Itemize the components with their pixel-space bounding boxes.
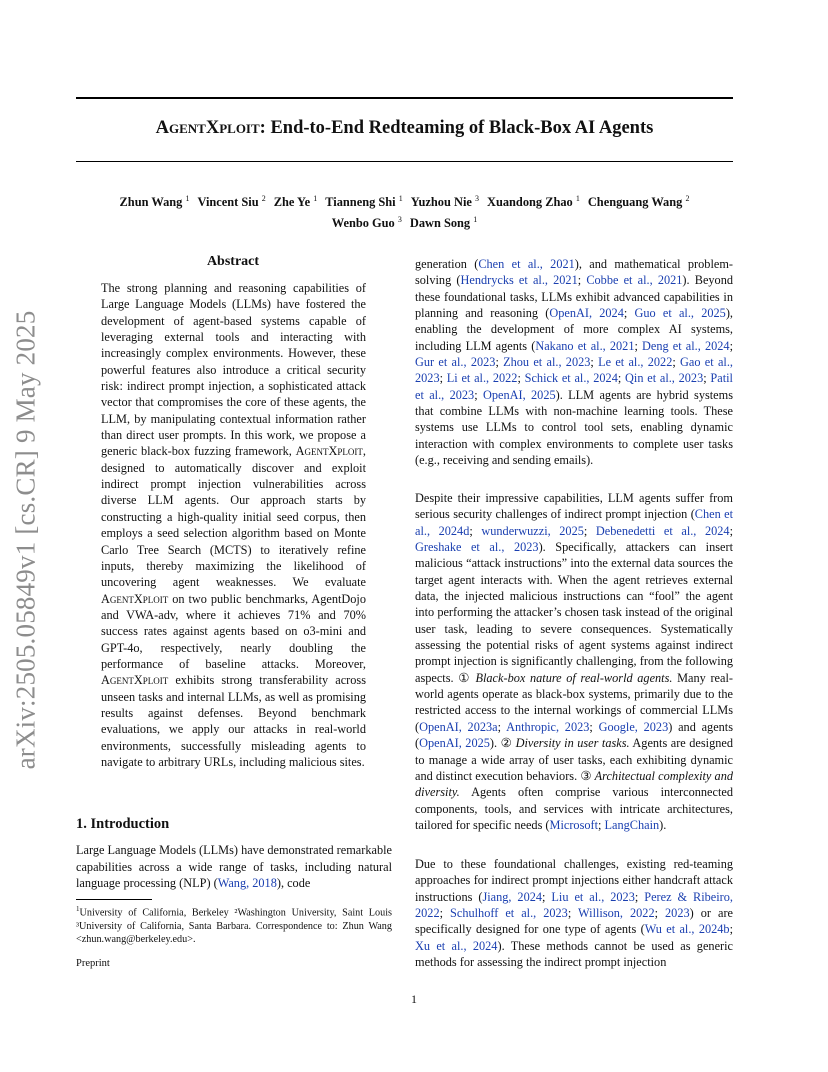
emphasis-text: Diversity in user tasks. [515,736,630,751]
emphasis-text: Architectual complexity and diversity. [415,768,733,800]
author-list [76,190,733,232]
affiliation-mark: 1 [575,194,580,203]
title-system-name: AgentXploit [155,118,260,138]
paragraph-text: Agents often comprise various interconnected components, tools, and services with intricate architectures, tailored for specific needs ( [415,785,733,832]
citation-link[interactable]: Deng et al., 2024 [642,338,730,353]
author-entry [487,195,580,209]
paragraph-text: ; [469,523,482,538]
paragraph-text: ; [517,371,525,386]
right-paragraph-3 [415,856,733,970]
affiliation-mark: 1 [398,194,403,203]
citation-link[interactable]: Perez & Ribeiro, 2022 [415,889,733,921]
citation-link[interactable]: wunderwuzzi, 2025 [481,523,584,538]
citation-link[interactable]: 2023 [665,906,690,921]
author-name: Zhun Wang [119,195,183,210]
author-name: Vincent Siu [197,195,259,210]
citation-link[interactable]: Gur et al., 2023 [415,355,496,370]
right-paragraph-2 [415,490,733,833]
author-name: Zhe Ye [273,195,311,210]
citation-link[interactable]: LangChain [604,817,660,832]
author-entry [325,195,402,209]
affiliation-mark: 1 [185,194,190,203]
section-heading-introduction: 1. Introduction [76,816,170,832]
paragraph-text: ; [583,523,596,538]
citation-link[interactable]: Schick et al., 2024 [524,371,618,386]
citation-link[interactable]: Chen et al., 2021 [478,257,575,271]
citation-link[interactable]: Hendrycks et al., 2021 [460,273,578,288]
citation-link[interactable]: Debenedetti et al., 2024 [595,523,730,538]
page-number: 1 [411,992,417,1006]
author-entry [274,195,317,209]
paragraph-text: ; [729,523,733,538]
paragraph-text: ). LLM agents are hybrid systems that combine LLMs with non-machine learning tools. These systems use LLMs to control tool sets, enabling dynamic interaction with complex environments to complete user tasks (e.g., receiving and sending emails). [415,387,733,468]
intro-text-end: ), code [276,876,311,890]
citation-link[interactable]: Anthropic, 2023 [506,719,590,734]
paragraph-text: ; [497,719,507,734]
citation-link[interactable]: Qin et al., 2023 [625,371,704,386]
affiliation-mark: 2 [685,194,690,203]
paragraph-text: ; [617,371,626,386]
citation-link[interactable]: OpenAI, 2024 [549,306,624,321]
abstract-system-name: AgentXploit [101,591,169,606]
preprint-label: Preprint [76,958,110,969]
paragraph-text: ). ② [489,736,516,751]
paragraph-text: Many real-world agents operate as black-box systems, primarily due to the restricted access to the internal workings of commercial LLMs ( [415,670,733,734]
paragraph-text: ; [439,906,451,921]
citation-link[interactable]: Cobbe et al., 2021 [586,273,683,288]
affiliation-mark: 1 [473,215,478,225]
title-rule-bottom [76,161,733,162]
citation-link[interactable]: OpenAI, 2025 [419,736,490,751]
paragraph-text: ; [567,906,579,921]
citation-link[interactable]: Zhou et al., 2023 [503,355,591,370]
paragraph-text: ). [659,817,667,832]
paragraph-text: Despite their impressive capabilities, LLM agents suffer from serious security challenges of indirect prompt injection ( [415,491,733,522]
paragraph-text: ; [729,922,733,937]
paragraph-text: ). Specifically, attackers can insert malicious “attack instructions” into the external data sources the target agent interacts with. When the agent retrieves external data, the injected malicious instructions can “fool” the agent into performing the attacker’s chosen task instead of the original user task, leading to severe consequences. Systematically assessing the potential risks of agent systems against indirect prompt injection is significantly challenging, from the following aspects. ① [415,540,733,685]
paragraph-text: ; [542,889,552,904]
paragraph-text: ) or are specifically designed for one type of agents ( [415,906,733,937]
abstract-system-name: AgentXploit [101,673,169,688]
affiliation-mark: 3 [397,215,402,225]
author-entry [197,195,265,209]
citation-link[interactable]: Li et al., 2022 [446,371,518,386]
paragraph-text: ; [577,273,587,288]
citation-link[interactable]: Gao et al., 2023 [415,355,733,386]
title-rule-top [76,97,733,99]
citation-link[interactable]: OpenAI, 2025 [482,387,556,402]
author-name: Chenguang Wang [587,195,683,210]
citation-link[interactable]: Microsoft [549,817,599,832]
paragraph-text: ). Beyond these foundational tasks, LLMs exhibit advanced capabilities in planning and reasoning ( [415,273,734,321]
paragraph-text: ; [474,387,483,402]
paragraph-text: Agents are designed to manage a wide array of user tasks, each exhibiting dynamic and distinct execution behaviors. ③ [415,736,733,783]
citation-link[interactable]: Guo et al., 2025 [634,306,726,321]
paragraph-text: ), enabling the development of more complex AI systems, including LLM agents ( [415,306,733,353]
affiliation-footnote [76,903,392,946]
paragraph-text: ; [439,371,447,386]
author-name: Tianneng Shi [325,195,396,210]
paragraph-text: ), and mathematical problem-solving ( [415,257,733,288]
author-name: Yuzhou Nie [410,195,472,210]
right-paragraph-1 [415,256,733,468]
intro-paragraph [76,842,392,892]
arxiv-stamp-text: arXiv:2505.05849v1 [cs.CR] 9 May 2025 [10,310,41,770]
citation-link[interactable]: Google, 2023 [598,719,669,734]
citation-link[interactable]: Liu et al., 2023 [551,889,635,904]
citation-link[interactable]: Schulhoff et al., 2023 [450,906,568,921]
affiliation-mark: 2 [261,194,266,203]
intro-text: Large Language Models (LLMs) have demonstrated remarkable capabilities across a wide range of tasks, including natural language processing (NLP) ( [76,843,392,890]
citation-link[interactable]: Xu et al., 2024 [415,938,498,953]
author-name: Wenbo Guo [331,216,395,231]
abstract-heading: Abstract [206,254,260,269]
author-entry [120,195,190,209]
author-entry [411,195,479,209]
author-name: Xuandong Zhao [487,195,573,210]
paragraph-text: ; [729,338,733,353]
paragraph-text: ; [634,889,645,904]
citation-link[interactable]: Willison, 2022 [578,906,655,921]
author-entry [332,216,402,230]
footnote-rule [76,899,152,900]
affiliation-mark: 3 [475,194,479,203]
paragraph-text: ) and agents ( [415,719,734,751]
abstract-text-4: exhibits strong transferability across unseen tasks and internal LLMs, as well as promising results against defenses. Beyond benchmark evaluations, we apply our attacks in real-world environments, successfully misleading agents to navigate to arbitrary URLs, including malicious sites. [101,673,366,769]
paragraph-text: ; [703,371,711,386]
abstract-text-1: The strong planning and reasoning capabilities of Large Language Models (LLMs) have fostered the development of agent-based systems capable of leveraging external tools and interacting with increasingly complex environments. However, these powerful features also introduce a critical security risk: indirect prompt injection, a sophisticated attack vector that compromises the core of these agents, the LLM, by manipulating contextual information rather than direct user prompts. In this work, we propose a generic black-box fuzzing framework, [101,281,366,459]
citation-link[interactable]: Jiang, 2024 [482,889,543,904]
citation-link[interactable]: Nakano et al., 2021 [535,338,635,353]
paragraph-text: ). These methods cannot be used as generic methods for assessing the indirect prompt injection [415,938,733,970]
footnote-mark: 1 [76,905,80,913]
paragraph-text: ; [589,719,599,734]
paragraph-text: ; [590,355,599,370]
paragraph-text: ; [623,306,635,321]
paragraph-text: generation ( [415,257,479,271]
citation-link[interactable]: Chen et al., 2024d [415,507,734,538]
abstract-text-2: , designed to automatically discover and exploit indirect prompt injection vulnerabilities across diverse LLM agents. Our approach starts by constructing a high-quality initial seed corpus, then employs a seed selection algorithm based on Monte Carlo Tree Search (MCTS) to iteratively refine inputs, thereby maximizing the likelihood of uncovering agent weaknesses. We evaluate [101,444,366,590]
citation-link[interactable]: Greshake et al., 2023 [415,540,539,555]
citation-link[interactable]: Le et al., 2022 [598,355,673,370]
title-rest: : End-to-End Redteaming of Black-Box AI Agents [259,118,654,138]
abstract-text-3: on two public benchmarks, AgentDojo and VWA-adv, where it achieves 71% and 70% success rates against agents based on o3-mini and GPT-4o, respectively, nearly doubling the performance of baseline attacks. Moreover, [101,591,366,671]
paper-title [76,118,733,139]
paragraph-text: ; [495,355,504,370]
abstract-body [101,280,366,770]
paragraph-text: Due to these foundational challenges, existing red-teaming approaches for indirect prompt injections either handcraft attack instructions ( [415,857,733,904]
emphasis-text: Black-box nature of real-world agents. [475,670,673,685]
citation-link[interactable]: Wang, 2018 [217,876,277,890]
paragraph-text: ; [672,355,681,370]
paragraph-text: ; [654,906,666,921]
footnote-text: University of California, Berkeley ²Washington University, Saint Louis ³University of California, Santa Barbara. Correspondence to: Zhun Wang <zhun.wang@berkeley.edu>. [76,907,392,945]
citation-link[interactable]: Wu et al., 2024b [644,922,730,937]
citation-link[interactable]: OpenAI, 2023a [419,719,498,734]
author-name: Dawn Song [409,216,471,231]
citation-link[interactable]: Patil et al., 2023 [415,371,733,402]
author-entry [410,216,477,230]
abstract-system-name: AgentXploit [295,444,363,459]
affiliation-mark: 1 [313,194,318,203]
paragraph-text: ; [598,817,605,832]
author-entry [588,195,690,209]
paragraph-text: ; [634,338,643,353]
